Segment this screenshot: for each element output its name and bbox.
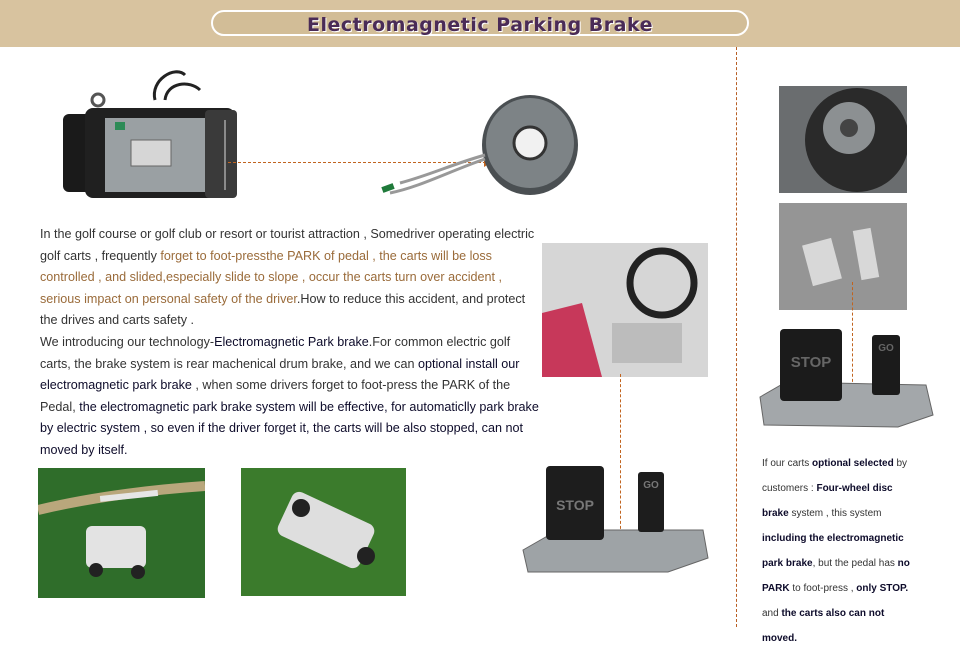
emphasis-text: Electromagnetic Park brake [214, 334, 369, 349]
text-span: We introducing our technology- [40, 334, 215, 349]
main-text [40, 224, 540, 462]
paragraph-problem [40, 224, 540, 332]
emphasis-text: the carts also can not moved. [762, 608, 885, 644]
pedal-photo [779, 203, 907, 310]
pedal-assembly-image [518, 460, 713, 585]
text-span: and [762, 608, 782, 619]
emphasis-text: including the electromagnetic park brake [762, 533, 904, 569]
text-span: If our carts [762, 458, 813, 469]
vertical-divider [736, 47, 737, 627]
paragraph-solution [40, 332, 540, 462]
motor-image [55, 60, 245, 210]
emphasis-text: optional selected [812, 458, 894, 469]
sidebar-text [762, 451, 922, 651]
text-span: , when some drivers forget to foot-press the PARK of the Pedal, [40, 378, 511, 414]
text-span: .For common electric golf carts, the brake system is rear machenical drum brake, and we can [40, 334, 511, 371]
overturned-cart-photo [241, 468, 406, 596]
text-span: In the golf course or golf club or resort or tourist attraction , Somedriver operating electric golf carts , frequently [40, 227, 535, 263]
pedal-assembly-image-right [758, 327, 936, 437]
cart-interior-photo [542, 243, 708, 377]
text-span: , but the pedal has [812, 558, 898, 569]
page-title: Electromagnetic Parking Brake [307, 14, 653, 36]
emphasis-text: the electromagnetic park brake system will be effective, for automaticlly park brake by electric system , so even if the driver forget it, the carts will be also stopped, can not moved by itself. [40, 399, 539, 457]
go-label: GO [643, 480, 659, 491]
disc-brake-wheel-photo [779, 86, 907, 193]
highlight-text: forget to foot-pressthe PARK of pedal , the carts will be loss controlled , and slided,especially slide to slope , occur the carts turn over accident , serious impact on personal safety of the driver [40, 248, 503, 306]
text-span: .How to reduce this accident, and protect the drives and carts safety . [40, 291, 526, 328]
emphasis-text: optional install our electromagnetic park brake [40, 356, 520, 393]
go-label: GO [878, 343, 894, 354]
brake-disc-image [370, 85, 590, 210]
text-span: to foot-press , [789, 583, 857, 594]
stop-label: STOP [790, 354, 832, 371]
emphasis-text: Four-wheel disc brake [762, 483, 893, 519]
emphasis-text: no PARK [762, 558, 910, 594]
text-span: by customers : [762, 458, 908, 494]
golf-cart-photo [38, 468, 205, 598]
emphasis-text: only STOP. [856, 583, 909, 594]
stop-label: STOP [556, 497, 594, 513]
text-span: system , this system [788, 508, 882, 519]
title-pill [211, 10, 749, 36]
